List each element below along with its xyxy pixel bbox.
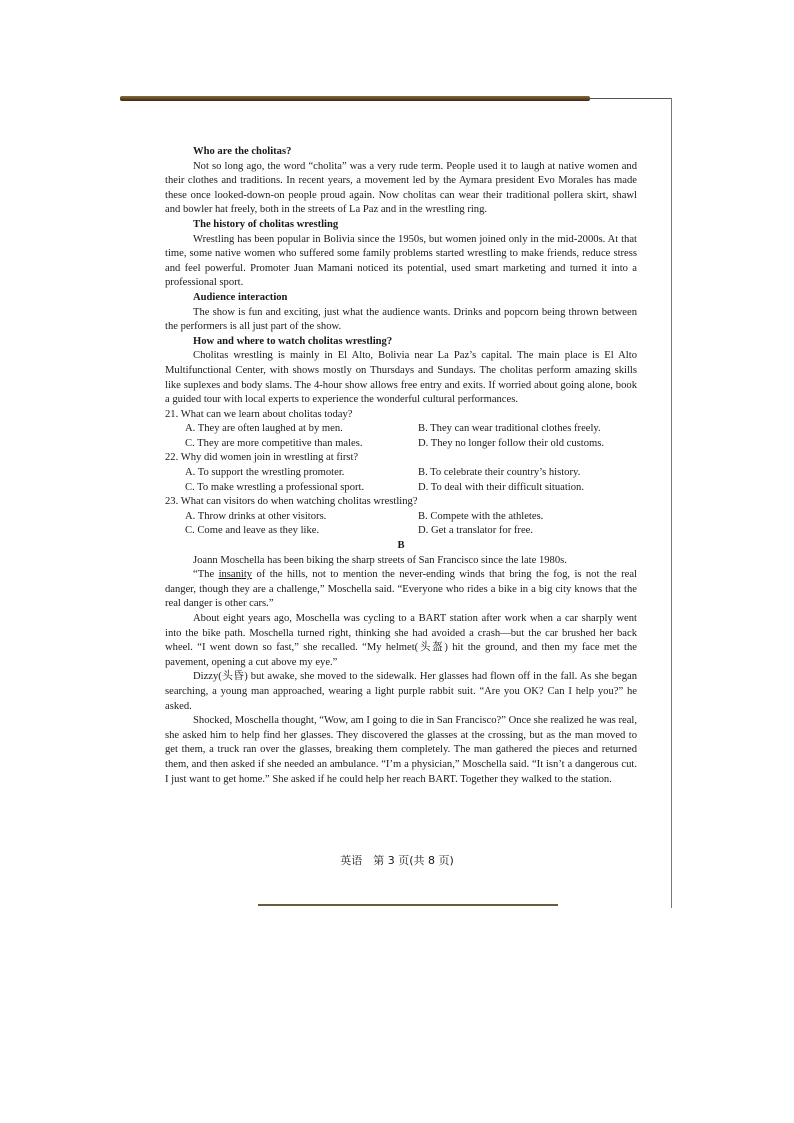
quote-open: “The bbox=[193, 569, 219, 581]
option-d: D. Get a translator for free. bbox=[418, 525, 534, 537]
option-b: B. Compete with the athletes. bbox=[418, 510, 544, 522]
option-b: B. To celebrate their country’s history. bbox=[418, 467, 581, 479]
heading-audience: Audience interaction bbox=[193, 291, 288, 303]
heading-who-are-cholitas: Who are the cholitas? bbox=[193, 146, 292, 157]
paragraph-insanity-quote bbox=[165, 568, 637, 612]
answer-options bbox=[165, 422, 637, 451]
top-decorative-rule bbox=[120, 96, 590, 101]
option-c: C. Come and leave as they like. bbox=[185, 525, 320, 537]
option-c: C. They are more competitive than males. bbox=[185, 437, 363, 449]
heading-history: The history of cholitas wrestling bbox=[193, 218, 339, 230]
paragraph-accident: About eight years ago, Moschella was cycling to a BART station after work when a car sharply went into the bike path. Moschella turned right, thinking she had avoided a crash—but the car brushed her back wheel. “I went down so fast,” she recalled. “My helmet(头盔) hit the ground, and then my face met the pavement, opening a cut above my eye.” bbox=[165, 613, 637, 668]
question-21 bbox=[165, 408, 637, 452]
answer-options bbox=[165, 466, 637, 495]
question-stem: 22. Why did women join in wrestling at first? bbox=[165, 452, 359, 464]
paragraph-rabbit-man: Dizzy(头昏) but awake, she moved to the sidewalk. Her glasses had flown off in the fall. As she began searching, a young man approached, wearing a light purple rabbit suit. “Are you OK? Can I help you?” he asked. bbox=[165, 671, 637, 712]
section-letter-b: B bbox=[397, 540, 405, 552]
bottom-decorative-rule bbox=[258, 904, 558, 906]
option-c: C. To make wrestling a professional sport. bbox=[185, 481, 365, 493]
question-22 bbox=[165, 451, 637, 495]
heading-how-where: How and where to watch cholitas wrestling? bbox=[193, 335, 393, 347]
option-b: B. They can wear traditional clothes freely. bbox=[418, 423, 601, 435]
option-d: D. To deal with their difficult situation. bbox=[418, 481, 584, 493]
paragraph-audience: The show is fun and exciting, just what the audience wants. Drinks and popcorn being thrown between the performers is all just part of the show. bbox=[165, 306, 637, 333]
paragraph-cholitas-intro: Not so long ago, the word “cholita” was a very rude term. People used it to laugh at native women and their clothes and traditions. In recent years, a movement led by the Aymara president Evo Morales has made these once looked-down-on people proud again. Now cholitas can wear their traditional pollera skirt, shawl and bowler hat freely, both in the streets of La Paz and in the wrestling ring. bbox=[165, 160, 637, 216]
underlined-word-insanity: insanity bbox=[218, 569, 253, 581]
page-content bbox=[165, 145, 637, 787]
paragraph-history: Wrestling has been popular in Bolivia since the 1950s, but women joined only in the mid-2000s. At that time, some native women who suffered some family problems started wrestling to make friends, reduce stress and feel powerful. Promoter Juan Mamani noticed its potential, used smart marketing and turned it into a professional sport. bbox=[165, 233, 637, 289]
question-stem: 23. What can visitors do when watching cholitas wrestling? bbox=[165, 496, 418, 508]
question-stem: 21. What can we learn about cholitas today? bbox=[165, 408, 353, 420]
quote-rest: of the hills, not to mention the never-ending winds that bring the fog, is not the real danger, though they are a challenge,” Moschella said. “Everyone who rides a bike in a big city knows that the real danger is other cars.” bbox=[165, 569, 637, 610]
page-right-edge bbox=[671, 98, 672, 908]
option-d: D. They no longer follow their old customs. bbox=[418, 437, 605, 449]
answer-options bbox=[165, 510, 637, 539]
option-a: A. To support the wrestling promoter. bbox=[185, 467, 345, 479]
paragraph-moschella-intro: Joann Moschella has been biking the sharp streets of San Francisco since the late 1980s. bbox=[193, 554, 567, 566]
option-a: A. Throw drinks at other visitors. bbox=[185, 510, 327, 522]
top-thin-rule bbox=[590, 98, 672, 99]
question-23 bbox=[165, 495, 637, 539]
paragraph-how-where: Cholitas wrestling is mainly in El Alto, Bolivia near La Paz’s capital. The main place is El Alto Multifunctional Center, with shows mostly on Thursdays and Sundays. The cholitas perform amazing skills like suplexes and body slams. The 4-hour show allows free entry and exits. If worried about going alone, book a guided tour with local experts to experience the wonderful cultural performances. bbox=[165, 350, 637, 406]
option-a: A. They are often laughed at by men. bbox=[185, 423, 343, 435]
paragraph-glasses: Shocked, Moschella thought, “Wow, am I going to die in San Francisco?” Once she realized he was real, she asked him to help find her glasses. They discovered the glasses at the crossing, but as the man moved to get them, a truck ran over the glasses, breaking them completely. The man gathered the pieces and returned them, and then asked if she needed an ambulance. “I’m a physician,” Moschella said. “It isn’t a dangerous cut. I just want to get home.” She asked if he could help her reach BART. Together they walked to the station. bbox=[165, 715, 637, 785]
page-footer: 英语 第 3 页(共 8 页) bbox=[340, 854, 454, 867]
